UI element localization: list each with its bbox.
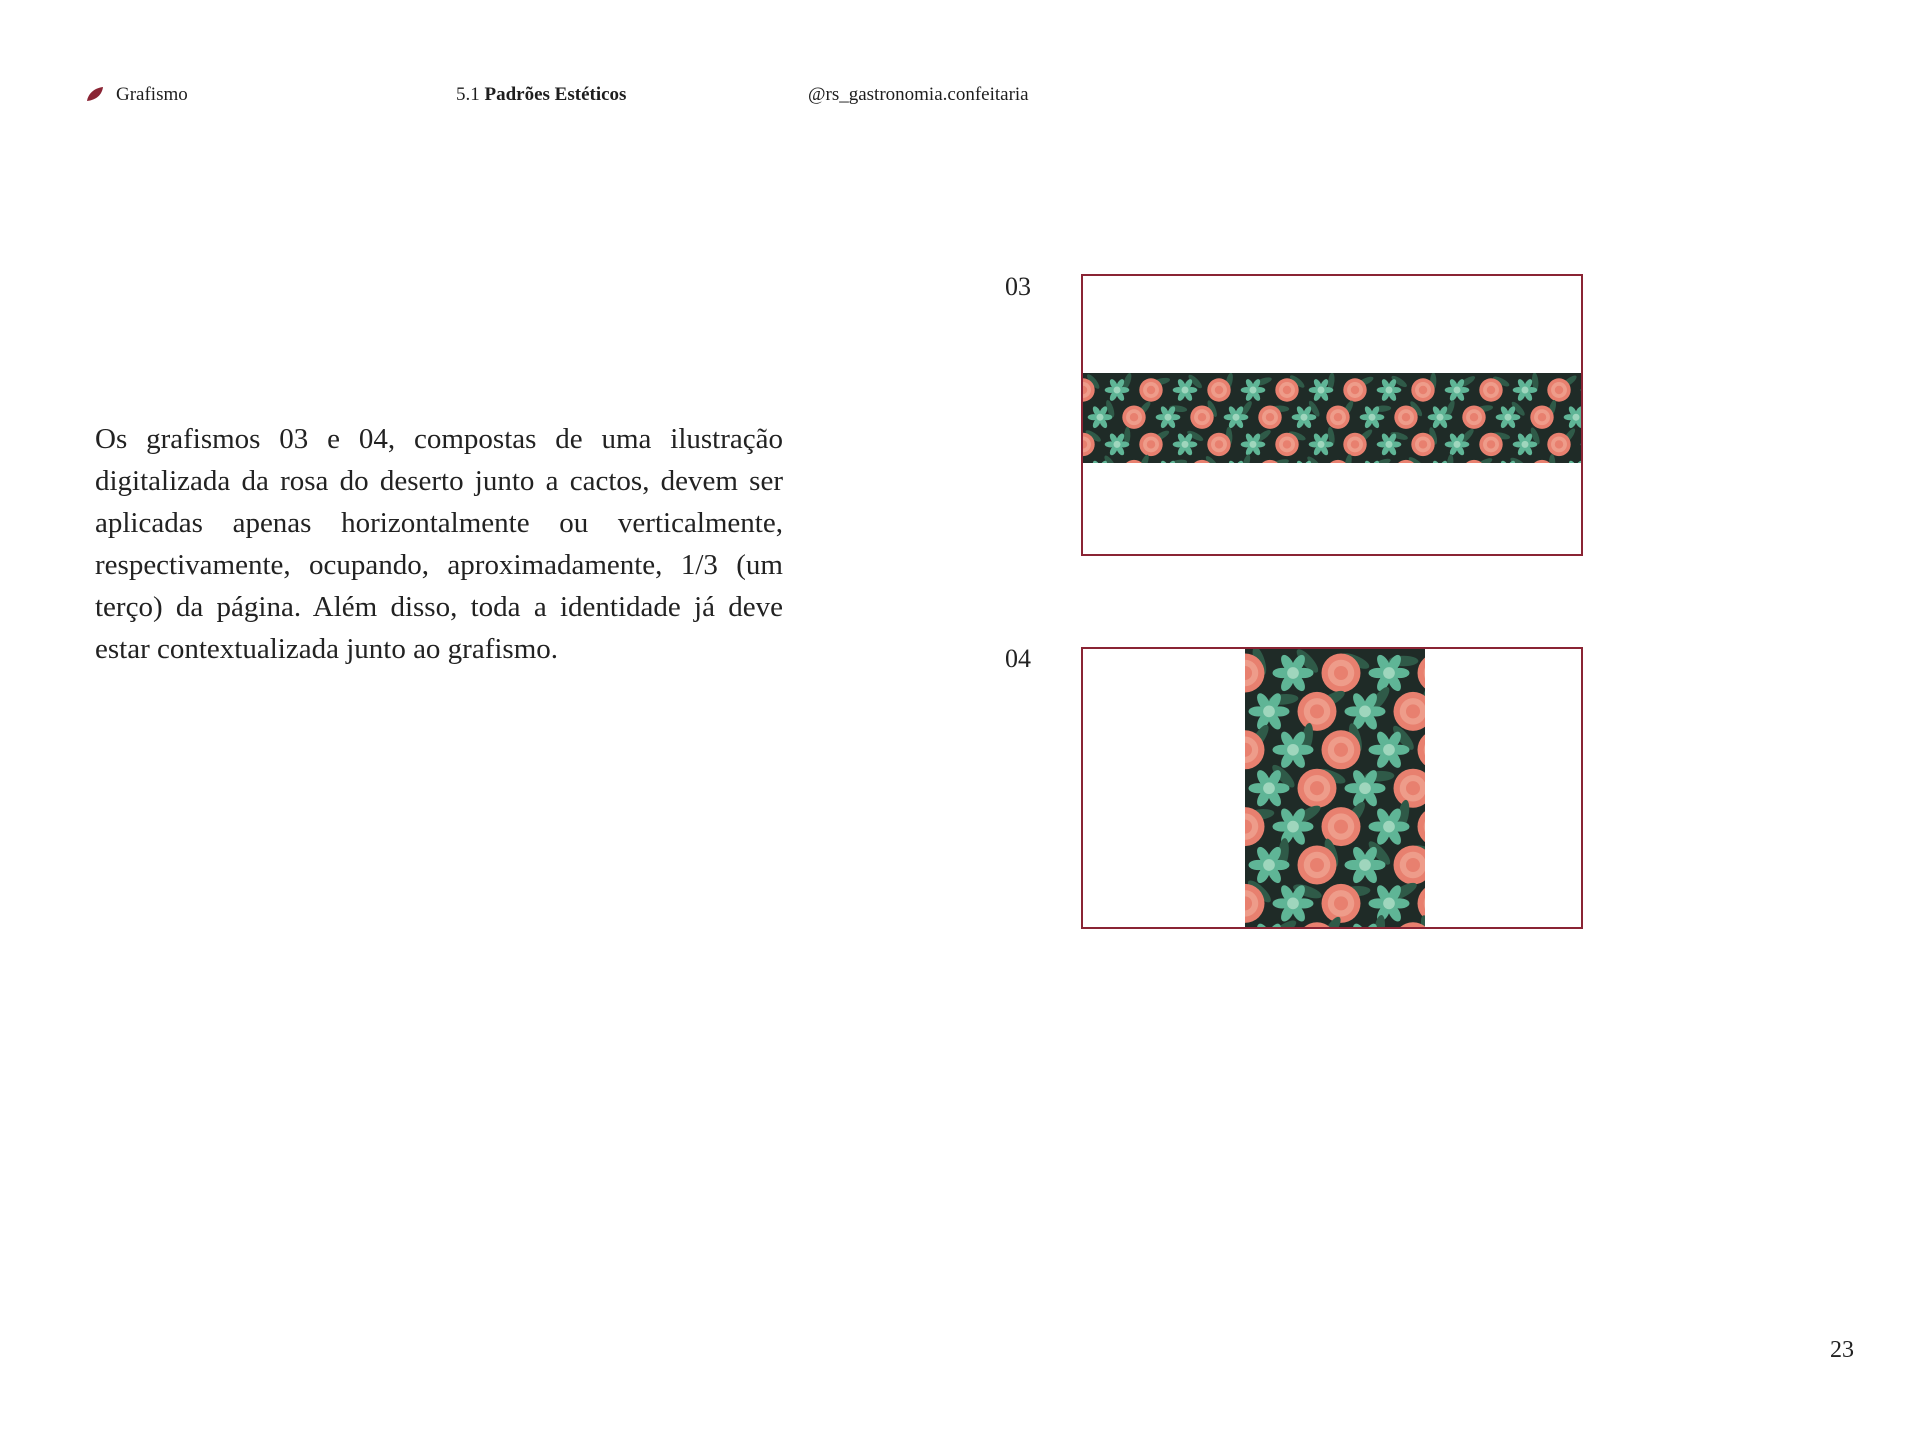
floral-pattern-horizontal	[1083, 373, 1581, 463]
figure-03-label: 03	[1005, 272, 1031, 301]
leaf-icon	[86, 86, 104, 102]
figure-04-label: 04	[1005, 644, 1031, 673]
pattern-band-vertical	[1245, 649, 1425, 927]
header-chapter	[456, 82, 626, 108]
figure-03-frame	[1081, 274, 1583, 556]
figure-04-frame	[1081, 647, 1583, 929]
header-handle: @rs_gastronomia.confeitaria	[808, 84, 1029, 105]
header-section: Grafismo	[116, 84, 188, 105]
floral-pattern-vertical	[1245, 649, 1425, 927]
chapter-number: 5.1	[456, 84, 480, 105]
pattern-band-horizontal	[1083, 373, 1581, 463]
chapter-title: Padrões Estéticos	[484, 84, 627, 105]
body-paragraph: Os grafismos 03 e 04, compostas de uma ilustração digitalizada da rosa do deserto junto a cactos, devem ser aplicadas apenas horizontalmente ou verticalmente, respectivamente, ocupando, aproximadamente, 1/3 (um terço) da página. Além disso, toda a identidade já deve estar contextualizada junto ao grafismo.	[95, 423, 783, 665]
page-number: 23	[1830, 1337, 1854, 1363]
